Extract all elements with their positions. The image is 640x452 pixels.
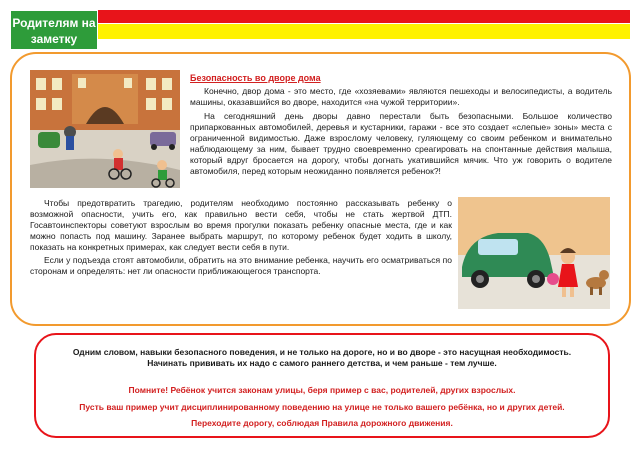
summary-line-4: Пусть ваш пример учит дисциплинированному поведению на улице не только вашего ребёнка, но и других детей. (79, 402, 565, 412)
section-tag-line2: заметку (30, 32, 78, 46)
article-paragraph-2: На сегодняшний день дворы давно перестали быть безопасными. Большое количество припаркованных автомобилей, деревья и кустарники, гаражи - все это создает «слепые» зоны» места с ограниченной видимостью. Даже взрослому человеку, гуляющему со своим ребенком и внимательно наблюдающему за ним, бывает трудно своевременно среагировать на спонтанные действия малыша, который вдруг бросается на дорогу, чтобы догнать укатившийся мячик. Что уж говорить о водителе автомобиля, перед которым неожиданно появляется ребенок?! (190, 111, 612, 176)
summary-line-5: Переходите дорогу, соблюдая Правила дорожного движения. (191, 418, 453, 428)
car-child-illustration (458, 197, 610, 309)
section-tag (10, 10, 98, 50)
section-tag-line1: Родителям на (12, 16, 96, 30)
header-yellow-stripe (90, 24, 630, 39)
article-paragraph-4: Если у подъезда стоят автомобили, обратить на это внимание ребенка, научить его осматриваться по сторонам и определять: нет ли опасности приближающегося транспорта. (30, 255, 452, 276)
summary-line-2: Начинать прививать их надо с самого раннего детства, и чем раньше - тем лучше. (147, 358, 497, 368)
summary-line-3: Помните! Ребёнок учится законам улицы, беря пример с вас, родителей, других взрослых. (128, 385, 516, 395)
article-heading: Безопасность во дворе дома (190, 73, 321, 83)
article-paragraph-1: Конечно, двор дома - это место, где «хозяевами» являются пешеходы и велосипедисты, а водитель машины, оказавшийся во дворе, находится «на чужой территории». (190, 86, 612, 107)
summary-line-1: Одним словом, навыки безопасного поведения, и не только на дороге, но и во дворе - это насущная необходимость. (72, 347, 572, 357)
header-red-stripe (52, 10, 630, 23)
article-paragraph-3: Чтобы предотвратить трагедию, родителям необходимо постоянно рассказывать ребенку о возможной опасности, учить его, как правильно вести себя, чтобы не стать жертвой ДТП. Госавтоинспекторы советуют взрослым во время прогулки показать ребенку опасные места, где и как можно попасть под машину. Заранее выбрать маршрут, по которому ребенок будет ходить в школу, показать на конкретных примерах, как следует вести себя в пути. (30, 198, 452, 252)
courtyard-illustration (30, 70, 180, 188)
